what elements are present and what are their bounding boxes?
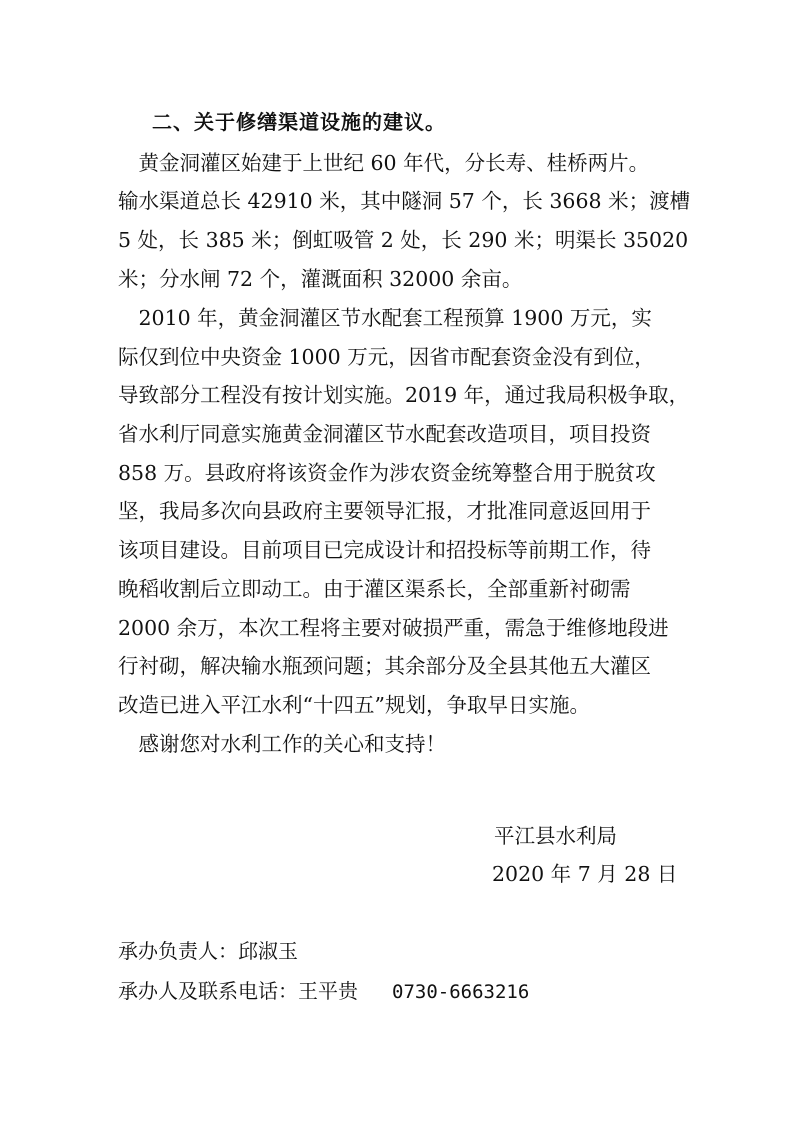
section-heading: 二、关于修缮渠道设施的建议。 — [152, 110, 446, 134]
handler-name: 承办人及联系电话：王平贵 — [118, 979, 358, 1003]
body-line: 改造已进入平江水利“十四五”规划，争取早日实施。 — [118, 693, 590, 717]
body-line: 省水利厅同意实施黄金洞灌区节水配套改造项目，项目投资 — [118, 422, 651, 446]
body-line: 该项目建设。目前项目已完成设计和招投标等前期工作，待 — [118, 538, 651, 562]
body-line: 输水渠道总长 42910 米，其中隧洞 57 个，长 3668 米；渡槽 — [118, 189, 691, 213]
phone-number: 0730-6663216 — [392, 981, 530, 1003]
body-line: 际仅到位中央资金 1000 万元，因省市配套资金没有到位， — [118, 345, 655, 369]
handler-contact — [118, 975, 529, 1004]
body-line: 2010 年，黄金洞灌区节水配套工程预算 1900 万元，实 — [118, 306, 652, 330]
body-line: 黄金洞灌区始建于上世纪 60 年代，分长寿、桂桥两片。 — [118, 151, 650, 175]
body-line: 感谢您对水利工作的关心和支持！ — [118, 732, 446, 756]
body-line: 5 处，长 385 米；倒虹吸管 2 处，长 290 米；明渠长 35020 — [118, 228, 689, 252]
responsible-person: 承办负责人：邱淑玉 — [118, 939, 298, 963]
signature-org: 平江县水利局 — [494, 824, 617, 848]
body-line: 米；分水闸 72 个，灌溉面积 32000 余亩。 — [118, 267, 523, 291]
body-line: 导致部分工程没有按计划实施。2019 年，通过我局积极争取， — [118, 383, 690, 407]
body-line: 858 万。县政府将该资金作为涉农资金统筹整合用于脱贫攻 — [118, 461, 656, 485]
signature-date: 2020 年 7 月 28 日 — [492, 862, 678, 886]
body-line: 晚稻收割后立即动工。由于灌区渠系长，全部重新衬砌需 — [118, 577, 631, 601]
body-line: 2000 余万，本次工程将主要对破损严重，需急于维修地段进 — [118, 616, 669, 640]
body-line: 行衬砌，解决输水瓶颈问题；其余部分及全县其他五大灌区 — [118, 654, 651, 678]
body-line: 坚，我局多次向县政府主要领导汇报，才批准同意返回用于 — [118, 499, 651, 523]
